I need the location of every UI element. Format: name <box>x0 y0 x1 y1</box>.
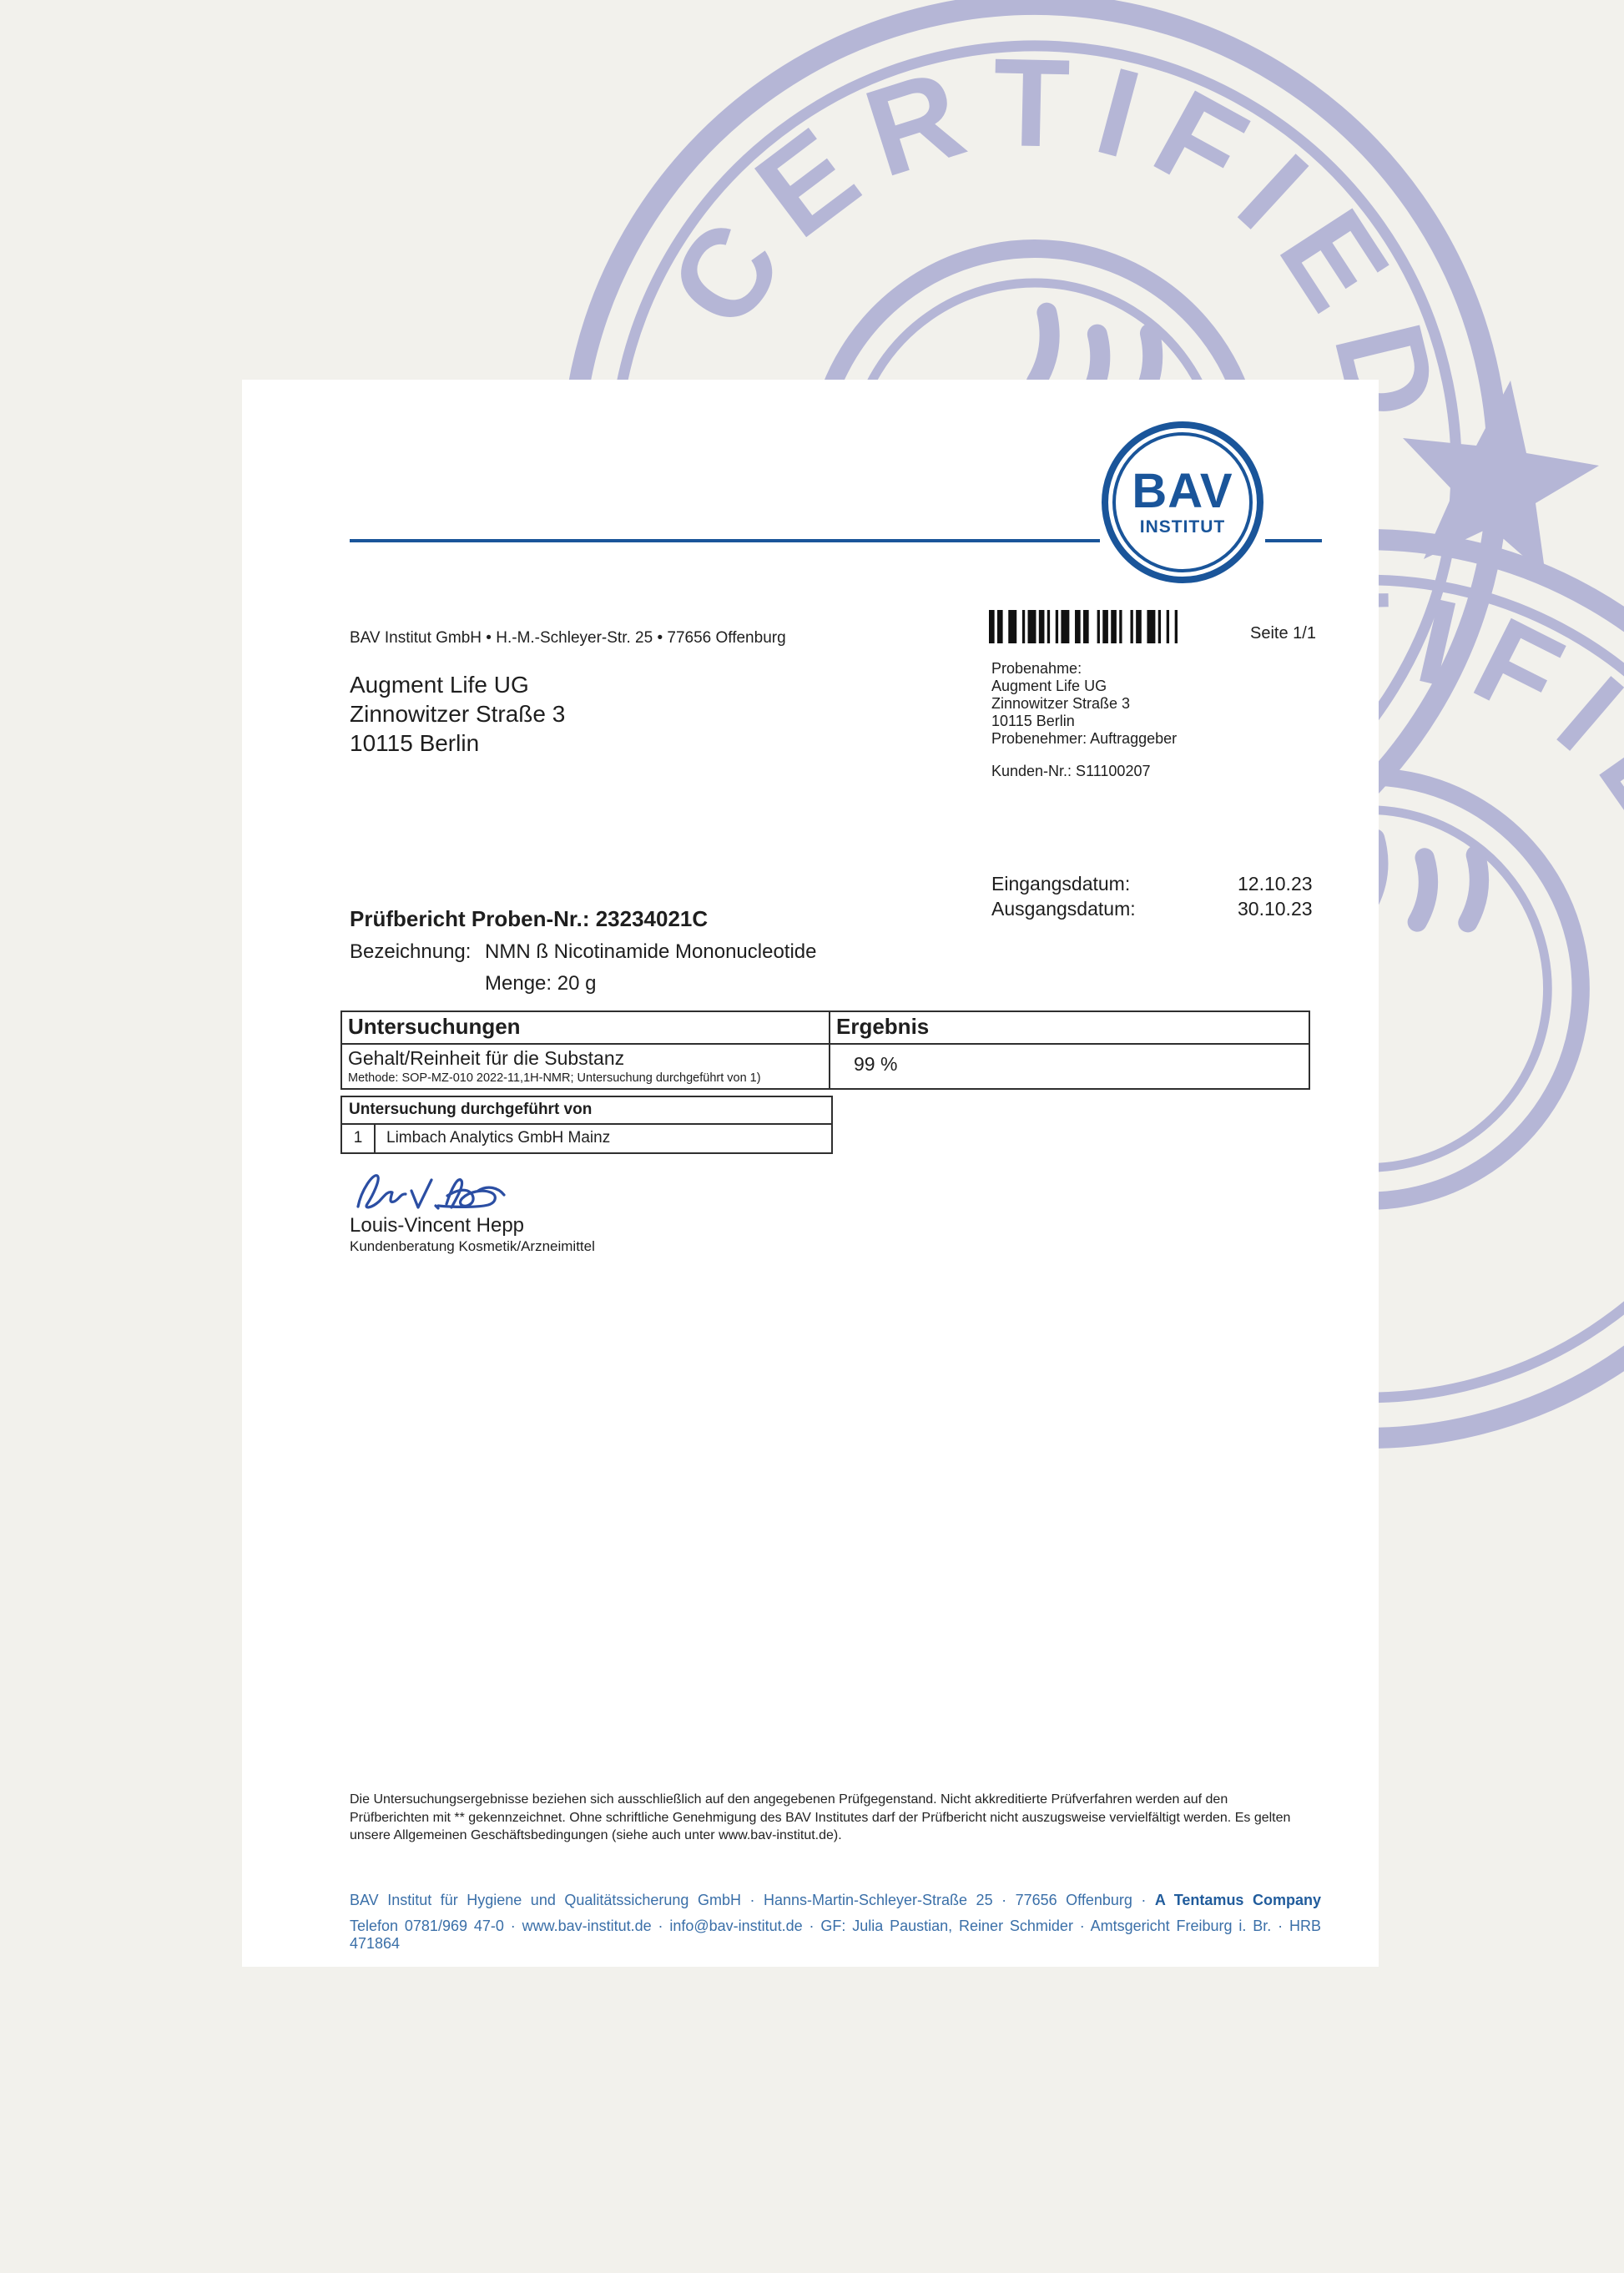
quantity-value: Menge: 20 g <box>485 972 597 995</box>
bav-logo-text: BAV <box>1132 464 1233 518</box>
footer-contact-line: Telefon 0781/969 47-0 · www.bav-institut.de · info@bav-institut.de · GF: Julia Paustian, Reiner Schmider · Amtsgericht Freiburg i. Br. · HRB 471864 <box>350 1918 1321 1952</box>
header-rule-left <box>350 539 1100 542</box>
sampling-line-3: 10115 Berlin <box>991 713 1075 729</box>
lab-table-header: Untersuchung durchgeführt von <box>341 1096 832 1124</box>
signatory-name: Louis-Vincent Hepp <box>350 1214 525 1237</box>
results-table <box>340 1011 1310 1090</box>
bav-logo-inner-ring <box>1112 432 1253 572</box>
entry-date-label: Eingangsdatum: <box>991 873 1131 895</box>
recipient-line-2: Zinnowitzer Straße 3 <box>350 701 566 727</box>
results-table-row <box>341 1044 1309 1089</box>
bav-logo-subtext: INSTITUT <box>1139 517 1226 537</box>
footer-company-line <box>350 1892 1321 1909</box>
results-table-header-row <box>341 1011 1309 1044</box>
designation-label: Bezeichnung: <box>350 940 472 963</box>
footer-company-regular: BAV Institut für Hygiene und Qualitätssicherung GmbH · Hanns-Martin-Schleyer-Straße 25 · 77656 Offenburg · <box>350 1892 1147 1908</box>
sampling-title: Probenahme: <box>991 660 1082 677</box>
exit-date-value: 30.10.23 <box>1238 898 1313 920</box>
sampling-line-4: Probenehmer: Auftraggeber <box>991 730 1178 747</box>
barcode <box>989 610 1178 643</box>
page-indicator: Seite 1/1 <box>1250 624 1316 643</box>
sampling-line-2: Zinnowitzer Straße 3 <box>991 695 1131 712</box>
bav-institut-logo <box>1102 421 1263 583</box>
recipient-line-3: 10115 Berlin <box>350 730 480 756</box>
analysis-method: Methode: SOP-MZ-010 2022-11,1H-NMR; Untersuchung durchgeführt von 1) <box>348 1071 761 1085</box>
report-title: Prüfbericht Proben-Nr.: 23234021C <box>350 906 709 931</box>
lab-table-row <box>341 1124 832 1153</box>
analysis-name: Gehalt/Reinheit für die Substanz <box>348 1047 625 1069</box>
lab-row-name: Limbach Analytics GmbH Mainz <box>375 1124 832 1153</box>
lab-row-number: 1 <box>341 1124 375 1153</box>
lab-table <box>340 1096 833 1154</box>
handwritten-signature <box>353 1167 516 1215</box>
disclaimer-text: Die Untersuchungsergebnisse beziehen sich ausschließlich auf den angegebenen Prüfgegenstand. Nicht akkreditierte Prüfverfahren werden auf den Prüfberichten mit ** gekennzeichnet. Ohne schriftliche Genehmigung des BAV Institutes darf der Prüfbericht nicht auszugsweise vervielfältigt werden. Es gelten unsere Allgemeinen Geschäftsbedingungen (siehe auch unter www.bav-institut.de). <box>350 1792 1291 1842</box>
exit-date-label: Ausgangsdatum: <box>991 898 1136 920</box>
sender-line: BAV Institut GmbH • H.-M.-Schleyer-Str. 25 • 77656 Offenburg <box>350 629 786 647</box>
sampling-line-1: Augment Life UG <box>991 678 1107 694</box>
recipient-line-1: Augment Life UG <box>350 672 529 698</box>
results-header-untersuchungen: Untersuchungen <box>341 1011 830 1044</box>
signatory-role: Kundenberatung Kosmetik/Arzneimittel <box>350 1238 595 1254</box>
results-header-ergebnis: Ergebnis <box>830 1011 1309 1044</box>
entry-date-value: 12.10.23 <box>1238 873 1313 895</box>
lab-table-header-row <box>341 1096 832 1124</box>
analysis-result: 99 % <box>854 1053 898 1075</box>
designation-value: NMN ß Nicotinamide Mononucleotide <box>485 940 817 963</box>
header-rule-right <box>1265 539 1322 542</box>
customer-number: Kunden-Nr.: S11100207 <box>991 763 1151 779</box>
report-page <box>242 380 1379 1967</box>
footer-tentamus-label: A Tentamus Company <box>1154 1892 1321 1908</box>
